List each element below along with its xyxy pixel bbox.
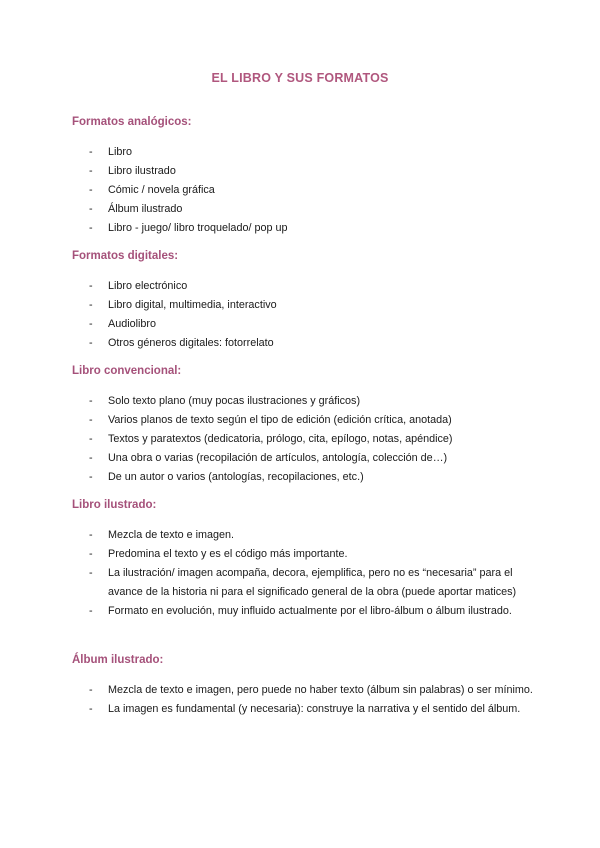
bullet-list: [72, 143, 542, 238]
list-item: [72, 392, 542, 411]
bullet-dash: -: [89, 299, 93, 311]
list-item: [72, 526, 542, 545]
list-item-text: Libro: [108, 146, 133, 158]
section-heading: Libro ilustrado:: [72, 499, 157, 511]
section-heading: Álbum ilustrado:: [72, 654, 164, 666]
bullet-dash: -: [89, 395, 93, 407]
bullet-list: [72, 392, 542, 487]
bullet-dash: -: [89, 165, 93, 177]
bullet-dash: -: [89, 703, 93, 715]
bullet-dash: -: [89, 280, 93, 292]
list-item-text: Mezcla de texto e imagen, pero puede no haber texto (álbum sin palabras) o ser mínimo.: [108, 684, 533, 696]
list-item: [72, 334, 542, 353]
section-formatos-digitales: [72, 248, 542, 353]
bullet-list: [72, 526, 542, 621]
section-formatos-analogicos: [72, 114, 542, 238]
list-item: [72, 200, 542, 219]
bullet-dash: -: [89, 548, 93, 560]
list-item-text: Formato en evolución, muy influido actualmente por el libro-álbum o álbum ilustrado.: [108, 605, 512, 617]
list-item-text: Audiolibro: [108, 318, 157, 330]
section-album-ilustrado: [72, 652, 542, 719]
list-item-text: Solo texto plano (muy pocas ilustraciones y gráficos): [108, 395, 361, 407]
bullet-dash: -: [89, 567, 93, 579]
list-item-text: La imagen es fundamental (y necesaria): construye la narrativa y el sentido del álbum.: [108, 703, 521, 715]
list-item-text: Una obra o varias (recopilación de artículos, antología, colección de…): [108, 452, 448, 464]
bullet-dash: -: [89, 146, 93, 158]
bullet-dash: -: [89, 529, 93, 541]
bullet-dash: -: [89, 605, 93, 617]
list-item: [72, 411, 542, 430]
bullet-dash: -: [89, 318, 93, 330]
section-heading: Formatos analógicos:: [72, 116, 192, 128]
bullet-dash: -: [89, 203, 93, 215]
bullet-dash: -: [89, 222, 93, 234]
bullet-dash: -: [89, 433, 93, 445]
list-item: [72, 449, 542, 468]
list-item-text: Libro electrónico: [108, 280, 188, 292]
list-item: [72, 545, 542, 564]
list-item: [72, 181, 542, 200]
list-item-text: Libro digital, multimedia, interactivo: [108, 299, 277, 311]
list-item-text: Álbum ilustrado: [108, 203, 183, 215]
bullet-dash: -: [89, 684, 93, 696]
section-heading: Formatos digitales:: [72, 250, 179, 262]
list-item: [72, 219, 542, 238]
bullet-dash: -: [89, 184, 93, 196]
bullet-list: [72, 681, 542, 719]
list-item: [72, 700, 542, 719]
list-item: [72, 143, 542, 162]
bullet-dash: -: [89, 452, 93, 464]
section-libro-ilustrado: [72, 497, 542, 621]
list-item-text: Libro - juego/ libro troquelado/ pop up: [108, 222, 288, 234]
list-item-text: De un autor o varios (antologías, recopilaciones, etc.): [108, 471, 364, 483]
bullet-dash: -: [89, 337, 93, 349]
list-item: [72, 564, 542, 602]
list-item: [72, 277, 542, 296]
list-item-text: Libro ilustrado: [108, 165, 176, 177]
list-item-text: Otros géneros digitales: fotorrelato: [108, 337, 274, 349]
list-item: [72, 430, 542, 449]
bullet-dash: -: [89, 471, 93, 483]
section-heading: Libro convencional:: [72, 365, 182, 377]
section-libro-convencional: [72, 363, 542, 487]
list-item: [72, 468, 542, 487]
list-item-text: Varios planos de texto según el tipo de edición (edición crítica, anotada): [108, 414, 452, 426]
list-item-text: Textos y paratextos (dedicatoria, prólogo, cita, epílogo, notas, apéndice): [108, 433, 453, 445]
list-item-text: La ilustración/ imagen acompaña, decora, ejemplifica, pero no es “necesaria” para el avance de la historia ni para el significado general de la obra (puede aportar matices): [108, 567, 517, 598]
document-title: EL LIBRO Y SUS FORMATOS: [211, 71, 389, 85]
list-item: [72, 681, 542, 700]
list-item-text: Mezcla de texto e imagen.: [108, 529, 235, 541]
list-item: [72, 602, 542, 621]
list-item: [72, 296, 542, 315]
bullet-dash: -: [89, 414, 93, 426]
bullet-list: [72, 277, 542, 353]
list-item-text: Cómic / novela gráfica: [108, 184, 215, 196]
list-item-text: Predomina el texto y es el código más importante.: [108, 548, 348, 560]
list-item: [72, 162, 542, 181]
list-item: [72, 315, 542, 334]
